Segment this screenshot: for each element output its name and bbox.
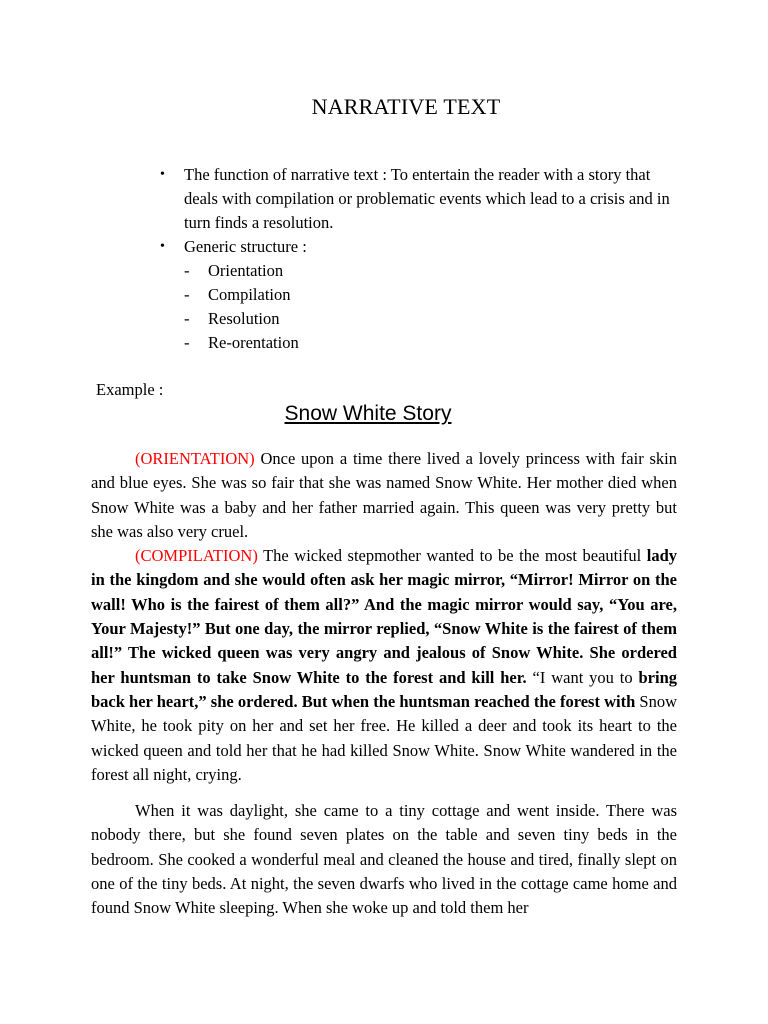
- paragraph-text: Once upon a time there lived a lovely princess with fair skin and blue eyes. She was so fair that she was named Snow White. Her mother died when Snow White was a baby and her father married again. This queen was very pretty but she was also very cruel.: [91, 449, 677, 541]
- paragraph-text: “I want you to: [526, 667, 639, 687]
- paragraph-text: When it was daylight, she came to a tiny cottage and went inside. There was nobody there, but she found seven plates on the table and seven tiny beds in the bedroom. She cooked a wonderful meal and cleaned the house and tired, finally slept on one of the tiny beds. At night, the seven dwarfs who lived in the cottage came home and found Snow White sleeping. When she woke up and told them her: [91, 801, 677, 918]
- section-tag-orientation: (ORIENTATION): [135, 449, 255, 468]
- story-title: Snow White Story: [284, 402, 452, 425]
- dash-icon: -: [184, 309, 190, 328]
- paragraph-complication-continued: [91, 799, 677, 920]
- story-body: [91, 447, 677, 921]
- structure-label: Generic structure :: [184, 237, 307, 256]
- structure-list: [160, 259, 680, 355]
- structure-item-label: Compilation: [208, 285, 291, 304]
- page-title: NARRATIVE TEXT: [311, 94, 501, 119]
- bullet-icon: •: [160, 167, 165, 182]
- structure-item: [160, 283, 680, 307]
- dash-icon: -: [184, 285, 190, 304]
- structure-item: [160, 307, 680, 331]
- section-tag-compilation: (COMPILATION): [135, 546, 258, 566]
- function-text: The function of narrative text : To entertain the reader with a story that deals with compilation or problematic events which lead to a crisis and in turn finds a resolution.: [184, 165, 670, 232]
- structure-item: [160, 331, 680, 355]
- structure-item-label: Re-orentation: [208, 333, 299, 352]
- dash-icon: -: [184, 333, 190, 352]
- bullet-icon: •: [160, 239, 165, 254]
- bullet-item-function: [160, 163, 680, 235]
- paragraph-orientation: [91, 447, 677, 544]
- paragraph-text: Snow White, he took pity on her and set her free. He killed a deer and took its heart to the wicked queen and told her that he had killed Snow White. Snow White wandered in the forest all night, crying.: [91, 691, 678, 784]
- dash-icon: -: [184, 261, 190, 280]
- paragraph-bold-text: bring back her heart,” she ordered. But when the huntsman reached the forest with: [91, 667, 677, 711]
- structure-item-label: Orientation: [208, 261, 284, 280]
- paragraph-compilation: [91, 544, 677, 787]
- structure-item: [160, 259, 680, 283]
- paragraph-text: The wicked stepmother wanted to be the most beautiful: [257, 546, 647, 566]
- structure-item-label: Resolution: [208, 309, 280, 328]
- bullet-list: [160, 163, 680, 355]
- paragraph-bold-text: lady in the kingdom and she would often ask her magic mirror, “Mirror! Mirror on the wall! Who is the fairest of them all?” And the magic mirror would say, “You are, Your Majesty!” But one day, the mirror replied, “Snow White is the fairest of them all!” The wicked queen was very angry and jealous of Snow White. She ordered her huntsman to take Snow White to the forest and kill her.: [91, 546, 677, 687]
- example-label: Example :: [96, 380, 164, 399]
- bullet-item-structure: [160, 235, 680, 259]
